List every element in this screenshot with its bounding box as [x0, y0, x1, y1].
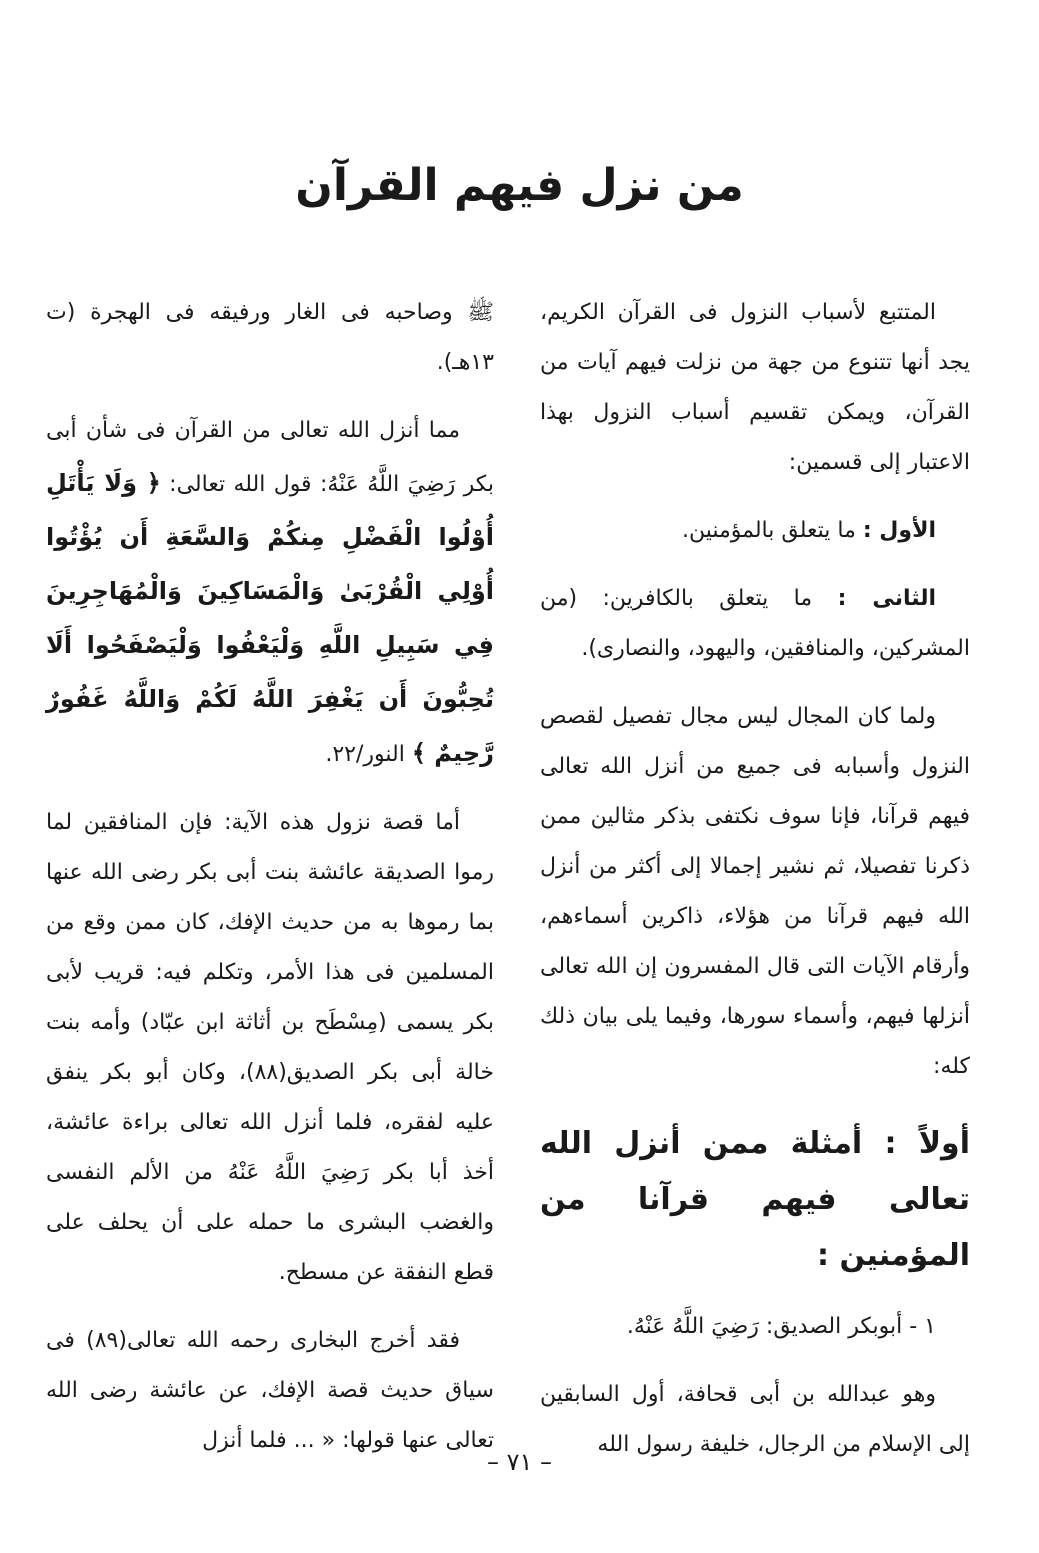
section-heading: أولاً : أمثلة ممن أنزل الله تعالى فيهم قرآنا من المؤمنين : — [540, 1126, 970, 1273]
list-item-abubakr: ١ - أبوبكر الصديق: رَضِيَ اللَّهُ عَنْهُ. — [626, 1314, 936, 1339]
story-paragraph: أما قصة نزول هذه الآية: فإن المنافقين لما رموا الصديقة عائشة بنت أبى بكر رضى الله عنها بما رموها به من حديث الإفك، كان ممن وقع من المسلمين فى هذا الأمر، وتكلم فيه: قريب لأبى بكر يسمى (مِسْطَح بن أثاثة ابن عبّاد) وأمه بنت خالة أبى بكر الصديق(٨٨)، وكان أبو بكر ينفق عليه لفقره، فلما أنزل الله تعالى براءة عائشة، أخذ أبا بكر رَضِيَ اللَّهُ عَنْهُ من الألم النفسى والغضب البشرى ما حمله على أن يحلف على قطع النفقة عن مسطح. — [46, 810, 494, 1285]
second-category — [540, 574, 970, 674]
verse-intro: مما أنزل الله تعالى من القرآن فى شأن أبى بكر رَضِيَ اللَّهُ عَنْهُ: قول الله تعالى: — [46, 418, 494, 497]
first-category-body: ما يتعلق بالمؤمنين. — [681, 518, 863, 543]
intro-paragraph: المتتبع لأسباب النزول فى القرآن الكريم، يجد أنها تتنوع من جهة من نزلت فيهم آيات من القرآن، ويمكن تقسيم أسباب النزول بهذا الاعتبار إلى قسمين: — [540, 300, 970, 475]
right-column — [540, 288, 970, 1488]
first-category-label: الأول : — [862, 518, 936, 543]
first-category — [540, 506, 970, 556]
bukhari-paragraph: فقد أخرج البخارى رحمه الله تعالى(٨٩) فى سياق حديث قصة الإفك، عن عائشة رضى الله تعالى عنها قولها: « ... فلما أنزل — [46, 1328, 494, 1453]
abubakr-bio-paragraph: وهو عبدالله بن أبى قحافة، أول السابقين إلى الإسلام من الرجال، خليفة رسول الله — [540, 1382, 970, 1457]
page-number: – ٧١ – — [486, 1448, 553, 1476]
second-category-text: ما يتعلق بالكافرين: (من المشركين، والمنافقين، واليهود، والنصارى). — [540, 586, 970, 661]
quran-verse: ﴿ وَلَا يَأْتَلِ أُوْلُوا الْفَضْلِ مِنكُمْ وَالسَّعَةِ أَن يُؤْتُوا أُوْلِي الْقُرْبَىٰ وَالْمَسَاكِينَ وَالْمُهَاجِرِينَ فِي سَبِيلِ اللَّهِ وَلْيَعْفُوا وَلْيَصْفَحُوا أَلَا تُحِبُّونَ أَن يَغْفِرَ اللَّهُ لَكُمْ وَاللَّهُ غَفُورٌ رَّحِيمٌ ﴾ — [46, 469, 494, 767]
left-column — [46, 288, 494, 1484]
verse-reference: النور/٢٢. — [325, 742, 412, 767]
continued-paragraph: ﷺ وصاحبه فى الغار ورفيقه فى الهجرة (ت ١٣هـ). — [46, 300, 494, 375]
verse-paragraph — [46, 406, 494, 780]
second-category-label: الثانى : — [837, 586, 936, 611]
page-title: من نزل فيهم القرآن — [295, 160, 744, 211]
scope-paragraph: ولما كان المجال ليس مجال تفصيل لقصص النزول وأسبابه فى جميع من أنزل الله تعالى فيهم قرآنا، فإنا سوف نكتفى بذكر مثالين ممن ذكرنا تفصيلا، ثم نشير إجمالا إلى أكثر من أنزل الله فيهم قرآنا من هؤلاء، ذاكرين أسماءهم، وأرقام الآيات التى قال المفسرون إن الله تعالى أنزلها فيهم، وأسماء سورها، وفيما يلى بيان ذلك كله: — [540, 704, 970, 1079]
